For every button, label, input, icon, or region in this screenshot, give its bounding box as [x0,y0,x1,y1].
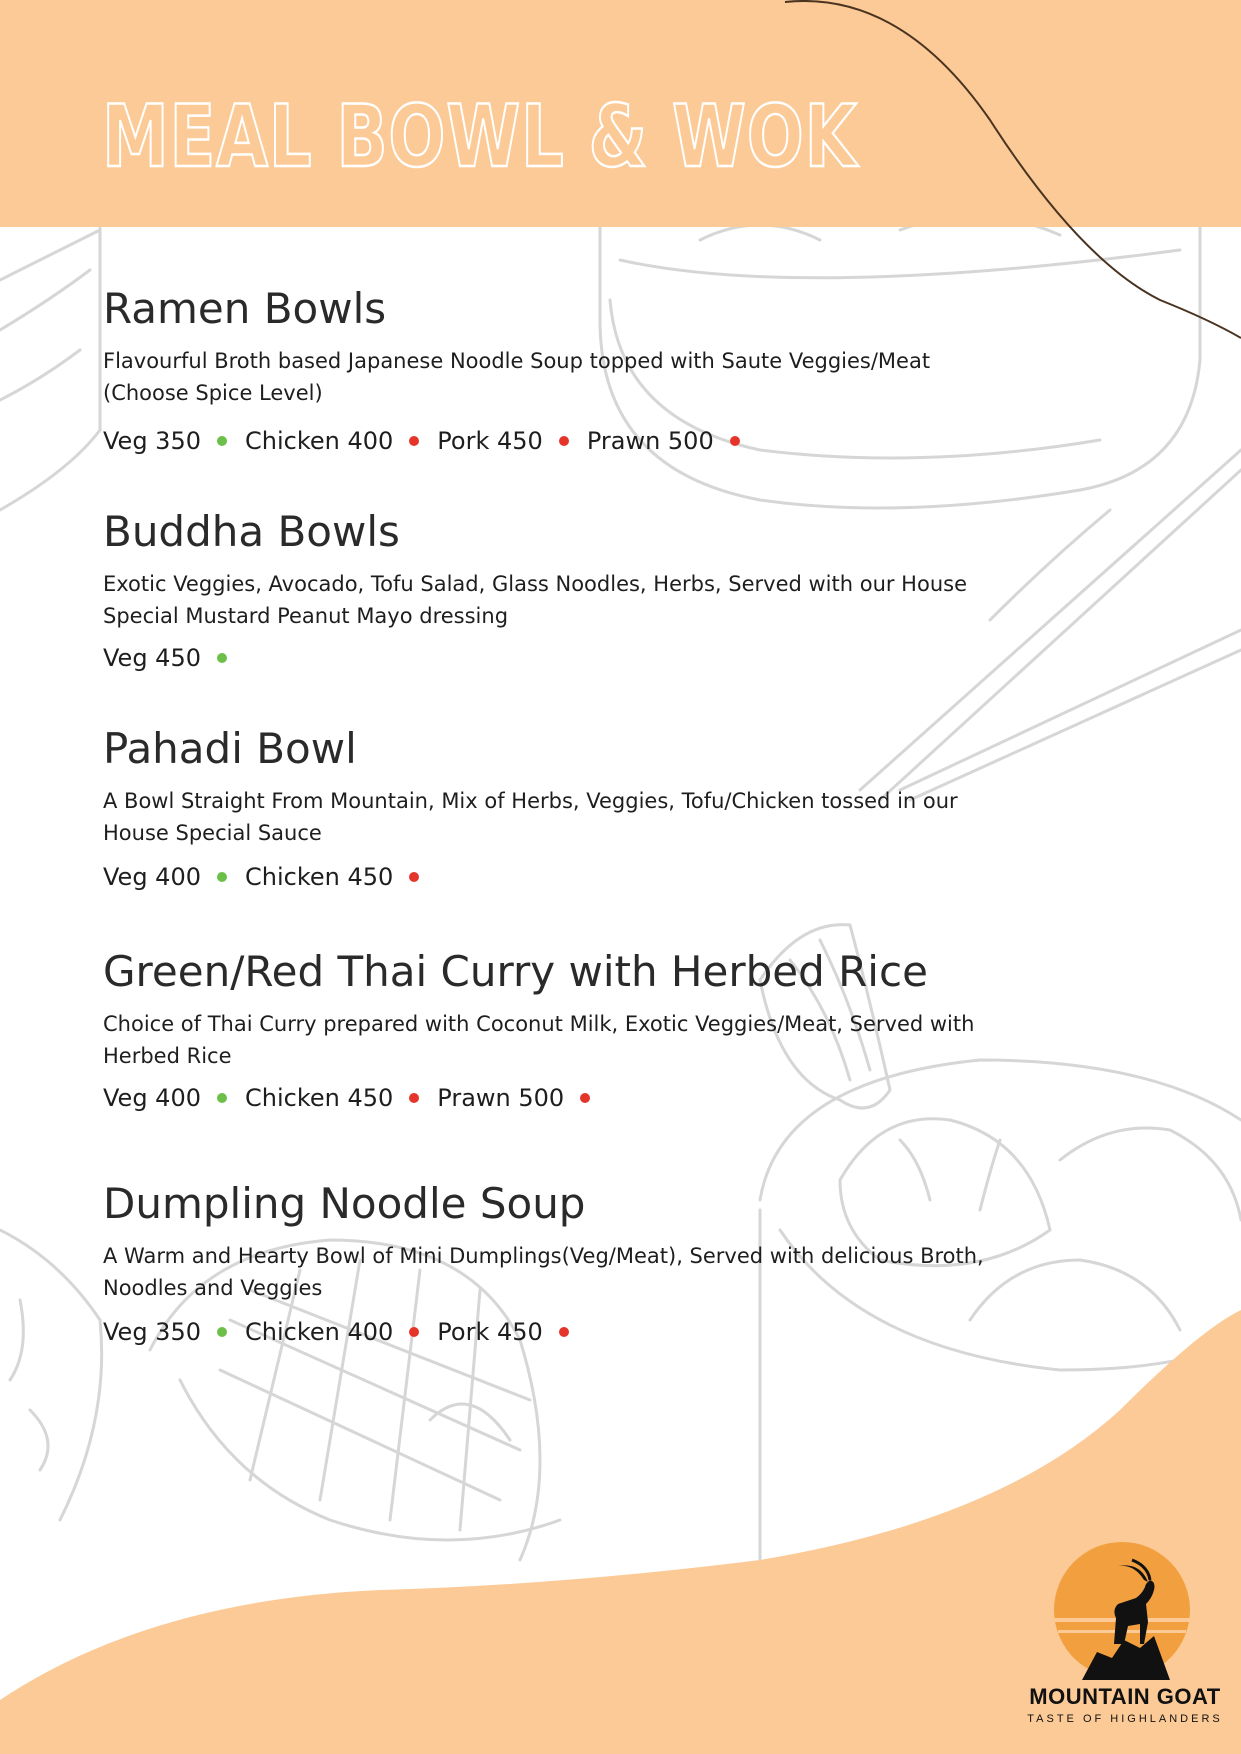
item-name: Dumpling Noodle Soup [103,1179,586,1228]
menu-item-dumpling-noodle-soup [103,1178,1003,1348]
price-label: Pork 450 [437,1318,543,1346]
item-name: Pahadi Bowl [103,724,357,773]
brand-logo [1010,1540,1240,1730]
price-label: Prawn 500 [437,1084,565,1112]
price-chicken [245,861,419,893]
price-label: Prawn 500 [586,427,714,455]
menu-item-ramen-bowls [103,283,1003,457]
veg-dot-icon [217,653,227,663]
menu-item-buddha-bowls [103,506,1003,674]
price-veg [103,1316,227,1348]
price-label: Veg 350 [103,1318,201,1346]
price-veg [103,642,227,674]
price-label: Chicken 450 [245,1084,394,1112]
price-label: Veg 400 [103,1084,201,1112]
price-label: Chicken 400 [245,1318,394,1346]
veg-dot-icon [217,436,227,446]
price-prawn [437,1082,590,1114]
price-label: Veg 450 [103,644,201,672]
price-chicken [245,1316,419,1348]
item-name: Ramen Bowls [103,284,387,333]
price-label: Chicken 450 [245,863,394,891]
price-chicken [245,1082,419,1114]
veg-dot-icon [217,872,227,882]
price-label: Veg 350 [103,427,201,455]
item-description: A Warm and Hearty Bowl of Mini Dumplings(Veg/Meat), Served with delicious Broth, Noodles and Veggies [103,1244,984,1300]
price-list [103,1082,1003,1114]
price-list [103,1316,1003,1348]
price-veg [103,861,227,893]
veg-dot-icon [217,1093,227,1103]
veg-dot-icon [217,1327,227,1337]
non-veg-dot-icon [409,436,419,446]
price-pork [437,425,569,457]
non-veg-dot-icon [409,1327,419,1337]
price-label: Veg 400 [103,863,201,891]
non-veg-dot-icon [559,436,569,446]
price-list [103,642,1003,674]
price-label: Chicken 400 [245,427,394,455]
item-description: Flavourful Broth based Japanese Noodle Soup topped with Saute Veggies/Meat (Choose Spice Level) [103,349,931,405]
item-description: Choice of Thai Curry prepared with Coconut Milk, Exotic Veggies/Meat, Served with Herbed Rice [103,1012,975,1068]
item-name: Buddha Bowls [103,507,400,556]
menu-item-thai-curry [103,946,1003,1114]
price-list [103,861,1003,893]
item-name: Green/Red Thai Curry with Herbed Rice [103,947,928,996]
non-veg-dot-icon [730,436,740,446]
price-chicken [245,425,419,457]
price-list [103,425,1003,457]
non-veg-dot-icon [409,1093,419,1103]
brand-name: MOUNTAIN GOAT [1029,1684,1221,1709]
non-veg-dot-icon [580,1093,590,1103]
price-label: Pork 450 [437,427,543,455]
page-title: MEAL BOWL & WOK [102,87,858,187]
non-veg-dot-icon [409,872,419,882]
item-description: Exotic Veggies, Avocado, Tofu Salad, Glass Noodles, Herbs, Served with our House Special Mustard Peanut Mayo dressing [103,572,967,628]
goat-on-rock-sunset-icon [1052,1540,1192,1680]
price-prawn [587,425,740,457]
non-veg-dot-icon [559,1327,569,1337]
price-pork [437,1316,569,1348]
menu-item-pahadi-bowl [103,723,1003,893]
price-veg [103,425,227,457]
item-description: A Bowl Straight From Mountain, Mix of Herbs, Veggies, Tofu/Chicken tossed in our House Special Sauce [103,789,958,845]
brand-tagline: TASTE OF HIGHLANDERS [1027,1713,1223,1725]
price-veg [103,1082,227,1114]
